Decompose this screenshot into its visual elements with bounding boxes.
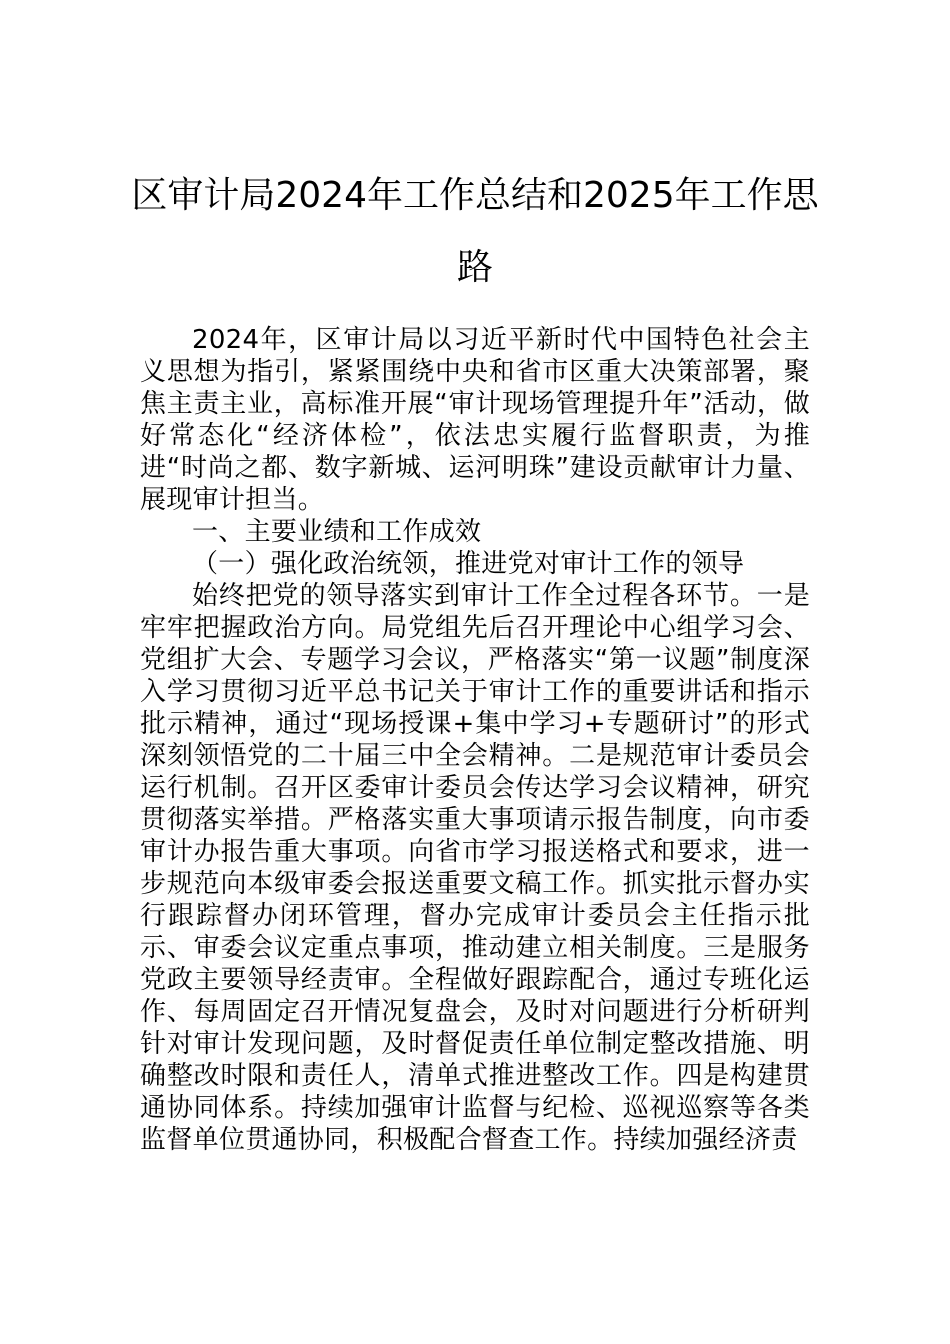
intro-paragraph: 2024年，区审计局以习近平新时代中国特色社会主义思想为指引，紧紧围绕中央和省市区重大决策部署，聚焦主责主业，高标准开展“审计现场管理提升年”活动，做好常态化“经济体检”，依法忠实履行监督职责，为推进“时尚之都、数字新城、运河明珠”建设贡献审计力量、展现审计担当。	[140, 325, 810, 515]
document-title: 区审计局2024年工作总结和2025年工作思路	[131, 175, 819, 288]
body-paragraph: 始终把党的领导落实到审计工作全过程各环节。一是牢牢把握政治方向。局党组先后召开理论中心组学习会、党组扩大会、专题学习会议，严格落实“第一议题”制度深入学习贯彻习近平总书记关于审计工作的重要讲话和指示批示精神，通过“现场授课+集中学习+专题研讨”的形式深刻领悟党的二十届三中全会精神。二是规范审计委员会运行机制。召开区委审计委员会传达学习会议精神，研究贯彻落实举措。严格落实重大事项请示报告制度，向市委审计办报告重大事项。向省市学习报送格式和要求，进一步规范向本级审委会报送重要文稿工作。抓实批示督办实行跟踪督办闭环管理，督办完成审计委员会主任指示批示、审委会议定重点事项，推动建立相关制度。三是服务党政主要领导经责审。全程做好跟踪配合，通过专班化运作、每周固定召开情况复盘会，及时对问题进行分析研判针对审计发现问题，及时督促责任单位制定整改措施、明确整改时限和责任人，清单式推进整改工作。四是构建贯通协同体系。持续加强审计监督与纪检、巡视巡察等各类监督单位贯通协同，积极配合督查工作。持续加强经济责	[140, 581, 810, 1155]
section-heading: 一、主要业绩和工作成效	[192, 517, 482, 547]
document-body	[140, 324, 810, 1156]
subsection-heading: （一）强化政治统领，推进党对审计工作的领导	[192, 549, 745, 579]
